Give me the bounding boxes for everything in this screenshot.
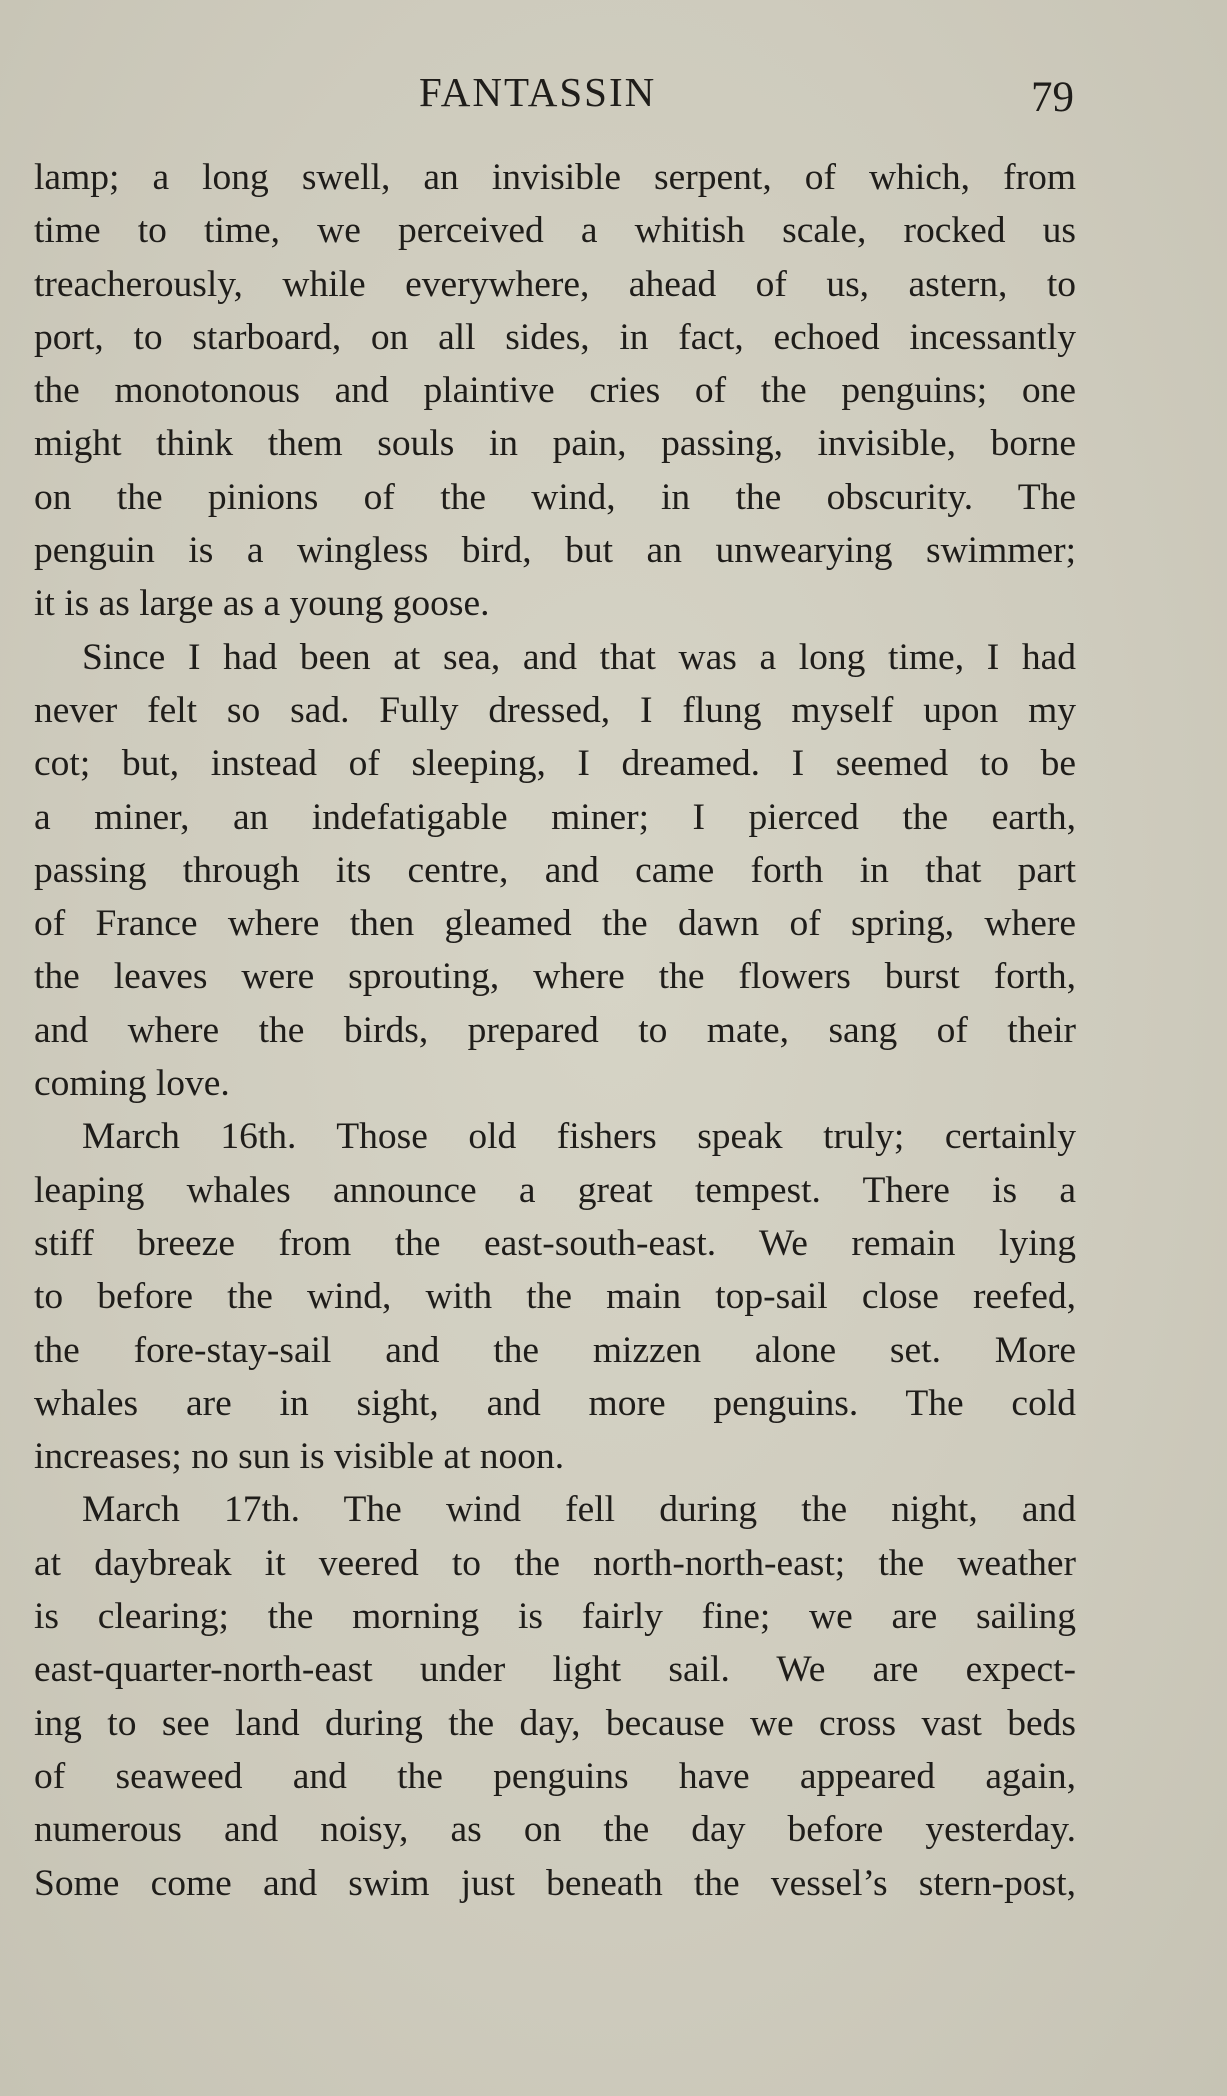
text-line: the monotonous and plaintive cries of the penguins; one <box>34 370 1076 412</box>
text-line: numerous and noisy, as on the day before yesterday. <box>34 1809 1076 1851</box>
text-line: on the pinions of the wind, in the obscurity. The <box>34 476 1076 518</box>
text-line: port, to starboard, on all sides, in fact, echoed incessantly <box>34 316 1076 358</box>
text-line: a miner, an indefatigable miner; I pierced the earth, <box>34 796 1076 838</box>
text-line: at daybreak it veered to the north-north-east; the weather <box>34 1542 1076 1584</box>
text-line: leaping whales announce a great tempest. There is a <box>34 1169 1076 1211</box>
text-line: of France where then gleamed the dawn of spring, where <box>34 903 1076 945</box>
text-line: penguin is a wingless bird, but an unwearying swimmer; <box>34 530 1076 572</box>
running-head <box>0 62 1227 122</box>
text-line: and where the birds, prepared to mate, sang of their <box>34 1009 1076 1051</box>
text-line: Some come and swim just beneath the vessel’s stern-post, <box>34 1862 1076 1904</box>
text-line: passing through its centre, and came forth in that part <box>34 849 1076 891</box>
text-line: east-quarter-north-east under light sail. We are expect- <box>34 1649 1076 1691</box>
text-line: never felt so sad. Fully dressed, I flung myself upon my <box>34 689 1076 731</box>
text-line: lamp; a long swell, an invisible serpent, of which, from <box>34 157 1076 198</box>
page-number: 79 <box>1031 74 1074 121</box>
text-line: the fore-stay-sail and the mizzen alone set. More <box>34 1329 1076 1371</box>
text-line: ing to see land during the day, because we cross vast beds <box>34 1702 1076 1744</box>
text-line: Since I had been at sea, and that was a long time, I had <box>82 636 1076 678</box>
text-line: cot; but, instead of sleeping, I dreamed. I seemed to be <box>34 743 1076 785</box>
text-line: of seaweed and the penguins have appeared again, <box>34 1755 1076 1797</box>
text-line: treacherously, while everywhere, ahead of us, astern, to <box>34 263 1076 305</box>
text-line: to before the wind, with the main top-sail close reefed, <box>34 1276 1076 1318</box>
text-line: coming love. <box>34 1063 230 1105</box>
text-line: time to time, we perceived a whitish scale, rocked us <box>34 210 1076 252</box>
body-text <box>34 151 1076 1910</box>
text-line: March 16th. Those old fishers speak truly; certainly <box>82 1116 1076 1158</box>
text-line: is clearing; the morning is fairly fine; we are sailing <box>34 1596 1076 1638</box>
running-title: FANTASSIN <box>419 69 657 115</box>
text-line: increases; no sun is visible at noon. <box>34 1436 565 1478</box>
text-line: the leaves were sprouting, where the flowers burst forth, <box>34 956 1076 998</box>
text-line: it is as large as a young goose. <box>34 583 490 625</box>
text-line: stiff breeze from the east-south-east. We remain lying <box>34 1222 1076 1264</box>
text-line: March 17th. The wind fell during the night, and <box>82 1489 1076 1531</box>
text-line: whales are in sight, and more penguins. The cold <box>34 1382 1076 1424</box>
text-line: might think them souls in pain, passing, invisible, borne <box>34 423 1076 465</box>
